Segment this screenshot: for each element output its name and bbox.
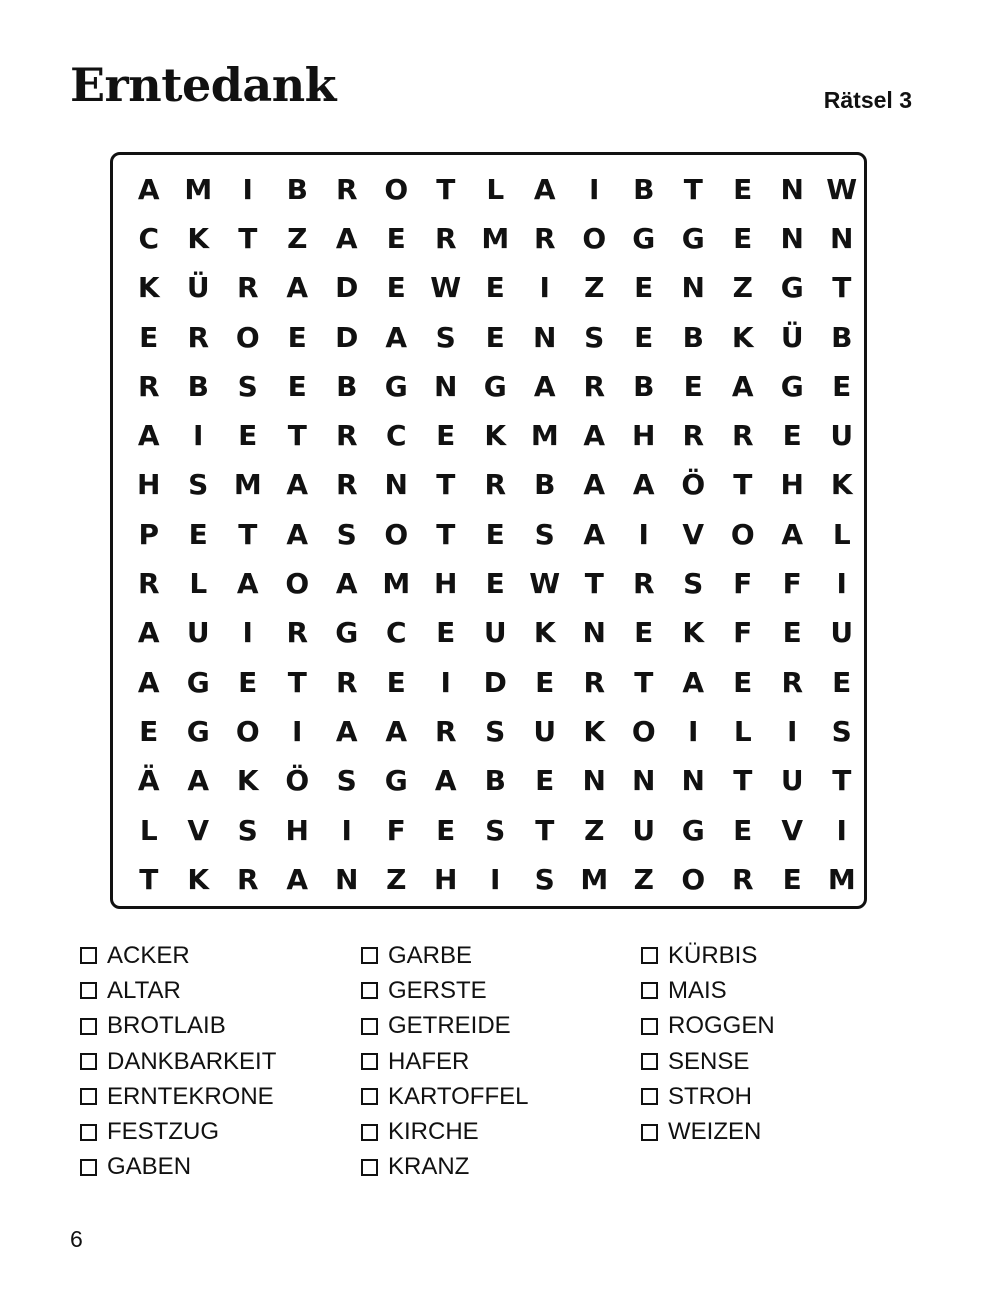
- grid-cell[interactable]: G: [384, 369, 408, 403]
- grid-cell[interactable]: U: [780, 764, 804, 798]
- grid-cell[interactable]: M: [530, 419, 559, 453]
- grid-cell[interactable]: G: [780, 271, 804, 305]
- grid-cell[interactable]: L: [486, 172, 505, 206]
- grid-cell[interactable]: A: [335, 714, 358, 748]
- grid-cell[interactable]: G: [780, 369, 804, 403]
- grid-cell[interactable]: O: [285, 567, 310, 601]
- grid-cell[interactable]: V: [187, 813, 210, 847]
- word-label: ALTAR: [107, 976, 181, 1004]
- word-list-item: [80, 1150, 276, 1185]
- word-list-column: [361, 938, 528, 1185]
- grid-cell[interactable]: S: [336, 517, 357, 551]
- grid-cell[interactable]: A: [286, 468, 309, 502]
- grid-cell[interactable]: M: [184, 172, 213, 206]
- word-list-item: [80, 1079, 276, 1114]
- grid-cell[interactable]: K: [236, 764, 259, 798]
- grid-cell[interactable]: G: [483, 369, 507, 403]
- grid-cell[interactable]: C: [138, 221, 160, 255]
- grid-cell[interactable]: K: [137, 271, 160, 305]
- grid-cell[interactable]: R: [335, 468, 358, 502]
- grid-cell[interactable]: U: [186, 616, 210, 650]
- grid-cell[interactable]: N: [681, 764, 705, 798]
- grid-cell[interactable]: E: [485, 517, 505, 551]
- grid-cell[interactable]: E: [832, 665, 852, 699]
- grid-cell[interactable]: W: [430, 271, 462, 305]
- checkbox-icon[interactable]: [80, 1159, 97, 1176]
- checkbox-icon[interactable]: [641, 1088, 658, 1105]
- grid-cell[interactable]: G: [384, 764, 408, 798]
- page-title: Erntedank: [70, 58, 337, 112]
- grid-cell[interactable]: A: [533, 172, 556, 206]
- grid-cell[interactable]: B: [336, 369, 358, 403]
- grid-cell[interactable]: O: [384, 517, 409, 551]
- word-list-item: [361, 1114, 528, 1149]
- grid-cell[interactable]: E: [485, 271, 505, 305]
- grid-cell[interactable]: I: [242, 616, 253, 650]
- grid-cell[interactable]: S: [683, 567, 704, 601]
- grid-cell[interactable]: U: [533, 714, 557, 748]
- grid-cell[interactable]: E: [238, 419, 258, 453]
- grid-cell[interactable]: B: [633, 369, 655, 403]
- word-label: ACKER: [107, 941, 190, 969]
- word-search-grid: [110, 152, 867, 909]
- word-label: ROGGEN: [668, 1012, 775, 1040]
- word-label: STROH: [668, 1082, 752, 1110]
- grid-cell[interactable]: G: [632, 221, 656, 255]
- grid-cell[interactable]: B: [633, 172, 655, 206]
- grid-cell[interactable]: D: [483, 665, 507, 699]
- word-list-item: [80, 1044, 276, 1079]
- grid-cell[interactable]: Z: [584, 271, 605, 305]
- grid-cell[interactable]: I: [242, 172, 253, 206]
- grid-cell[interactable]: E: [238, 665, 258, 699]
- grid-cell[interactable]: K: [187, 862, 210, 896]
- grid-cell[interactable]: B: [831, 320, 853, 354]
- grid-cell[interactable]: R: [583, 665, 606, 699]
- grid-cell[interactable]: W: [826, 172, 858, 206]
- checkbox-icon[interactable]: [641, 1053, 658, 1070]
- grid-cell[interactable]: Z: [287, 221, 308, 255]
- grid-cell[interactable]: K: [731, 320, 754, 354]
- grid-cell[interactable]: H: [285, 813, 309, 847]
- grid-cell[interactable]: A: [434, 764, 457, 798]
- grid-cell[interactable]: M: [382, 567, 411, 601]
- grid-cell[interactable]: F: [733, 567, 753, 601]
- word-label: GETREIDE: [388, 1012, 511, 1040]
- grid-cell[interactable]: H: [137, 468, 161, 502]
- word-label: GERSTE: [388, 976, 487, 1004]
- grid-cell[interactable]: D: [335, 271, 359, 305]
- grid-cell[interactable]: T: [683, 172, 703, 206]
- grid-cell[interactable]: I: [787, 714, 798, 748]
- grid-cell[interactable]: O: [384, 172, 409, 206]
- grid-cell[interactable]: T: [436, 468, 456, 502]
- word-label: KARTOFFEL: [388, 1082, 529, 1110]
- grid-cell[interactable]: A: [682, 665, 705, 699]
- checkbox-icon[interactable]: [641, 1124, 658, 1141]
- grid-cell[interactable]: T: [733, 468, 753, 502]
- checkbox-icon[interactable]: [641, 982, 658, 999]
- grid-cell[interactable]: S: [188, 468, 209, 502]
- grid-cell[interactable]: E: [733, 221, 753, 255]
- grid-cell[interactable]: E: [436, 813, 456, 847]
- grid-cell[interactable]: E: [782, 616, 802, 650]
- grid-cell[interactable]: Z: [584, 813, 605, 847]
- grid-cell[interactable]: E: [139, 320, 159, 354]
- grid-cell[interactable]: T: [287, 665, 307, 699]
- grid-cell[interactable]: E: [485, 567, 505, 601]
- grid-cell[interactable]: A: [781, 517, 804, 551]
- grid-cell[interactable]: S: [435, 320, 456, 354]
- grid-cell[interactable]: R: [137, 369, 160, 403]
- grid-cell[interactable]: R: [335, 172, 358, 206]
- word-label: SENSE: [668, 1047, 750, 1075]
- word-list-column: [641, 938, 775, 1150]
- grid-cell[interactable]: O: [631, 714, 656, 748]
- grid-cell[interactable]: T: [535, 813, 555, 847]
- word-label: GABEN: [107, 1153, 192, 1181]
- grid-cell[interactable]: E: [535, 665, 555, 699]
- grid-cell[interactable]: H: [632, 419, 656, 453]
- grid-cell[interactable]: F: [386, 813, 406, 847]
- grid-cell[interactable]: G: [186, 665, 210, 699]
- word-list-item: [361, 973, 528, 1008]
- grid-cell[interactable]: T: [238, 221, 258, 255]
- checkbox-icon[interactable]: [80, 1018, 97, 1035]
- word-label: GARBE: [388, 941, 473, 969]
- grid-cell[interactable]: L: [189, 567, 208, 601]
- grid-cell[interactable]: M: [580, 862, 609, 896]
- grid-cell[interactable]: S: [336, 764, 357, 798]
- grid-cell[interactable]: E: [782, 862, 802, 896]
- grid-cell[interactable]: U: [483, 616, 507, 650]
- grid-cell[interactable]: E: [634, 320, 654, 354]
- grid-cell[interactable]: I: [836, 567, 847, 601]
- grid-cell[interactable]: N: [681, 271, 705, 305]
- word-list-item: [641, 973, 775, 1008]
- grid-cell[interactable]: M: [827, 862, 856, 896]
- grid-cell[interactable]: Ö: [681, 468, 706, 502]
- grid-cell[interactable]: A: [385, 714, 408, 748]
- grid-cell[interactable]: O: [235, 714, 260, 748]
- grid-cell[interactable]: A: [583, 517, 606, 551]
- grid-cell[interactable]: L: [139, 813, 158, 847]
- word-label: MAIS: [668, 976, 727, 1004]
- page-number: 6: [70, 1226, 83, 1252]
- word-list-item: [80, 973, 276, 1008]
- grid-cell[interactable]: U: [830, 616, 854, 650]
- grid-cell[interactable]: I: [193, 419, 204, 453]
- grid-cell[interactable]: R: [335, 665, 358, 699]
- grid-cell[interactable]: S: [584, 320, 605, 354]
- grid-cell[interactable]: O: [582, 221, 607, 255]
- grid-cell[interactable]: S: [534, 517, 555, 551]
- grid-cell[interactable]: R: [434, 714, 457, 748]
- checkbox-icon[interactable]: [80, 1124, 97, 1141]
- grid-cell[interactable]: T: [287, 419, 307, 453]
- grid-cell[interactable]: K: [484, 419, 507, 453]
- grid-cell[interactable]: Z: [633, 862, 654, 896]
- word-list-item: [641, 938, 775, 973]
- checkbox-icon[interactable]: [361, 1124, 378, 1141]
- grid-cell[interactable]: S: [831, 714, 852, 748]
- grid-cell[interactable]: A: [286, 271, 309, 305]
- grid-cell[interactable]: T: [584, 567, 604, 601]
- grid-cell[interactable]: E: [782, 419, 802, 453]
- grid-cell[interactable]: Ä: [137, 764, 160, 798]
- grid-cell[interactable]: I: [836, 813, 847, 847]
- grid-cell[interactable]: I: [638, 517, 649, 551]
- grid-cell[interactable]: A: [583, 419, 606, 453]
- checkbox-icon[interactable]: [80, 982, 97, 999]
- grid-cell[interactable]: R: [484, 468, 507, 502]
- grid-cell[interactable]: B: [187, 369, 209, 403]
- grid-cell[interactable]: R: [434, 221, 457, 255]
- grid-cell[interactable]: R: [187, 320, 210, 354]
- grid-cell[interactable]: Z: [732, 271, 753, 305]
- word-list-item: [80, 1114, 276, 1149]
- grid-cell[interactable]: U: [830, 419, 854, 453]
- grid-cell[interactable]: W: [529, 567, 561, 601]
- grid-cell[interactable]: S: [237, 369, 258, 403]
- grid-cell[interactable]: Z: [386, 862, 407, 896]
- grid-cell[interactable]: E: [287, 369, 307, 403]
- grid-cell[interactable]: N: [830, 221, 854, 255]
- checkbox-icon[interactable]: [361, 982, 378, 999]
- grid-cell[interactable]: R: [632, 567, 655, 601]
- grid-cell[interactable]: K: [830, 468, 853, 502]
- grid-cell[interactable]: I: [688, 714, 699, 748]
- grid-cell[interactable]: R: [731, 862, 754, 896]
- grid-cell[interactable]: T: [436, 172, 456, 206]
- grid-cell[interactable]: O: [730, 517, 755, 551]
- grid-cell[interactable]: E: [139, 714, 159, 748]
- grid-cell[interactable]: S: [485, 813, 506, 847]
- grid-cell[interactable]: I: [490, 862, 501, 896]
- word-label: WEIZEN: [668, 1118, 762, 1146]
- grid-cell[interactable]: E: [485, 320, 505, 354]
- word-list-item: [361, 1150, 528, 1185]
- grid-cell[interactable]: B: [534, 468, 556, 502]
- grid-cell[interactable]: E: [733, 813, 753, 847]
- grid-cell[interactable]: R: [583, 369, 606, 403]
- grid-cell[interactable]: N: [780, 221, 804, 255]
- grid-cell[interactable]: R: [236, 862, 259, 896]
- word-label: HAFER: [388, 1047, 470, 1075]
- grid-cell[interactable]: M: [481, 221, 510, 255]
- grid-cell[interactable]: A: [286, 862, 309, 896]
- grid-cell[interactable]: E: [733, 172, 753, 206]
- grid-cell[interactable]: V: [781, 813, 804, 847]
- word-label: DANKBARKEIT: [107, 1047, 277, 1075]
- grid-cell[interactable]: E: [634, 616, 654, 650]
- grid-cell[interactable]: B: [484, 764, 506, 798]
- grid-cell[interactable]: Ü: [186, 271, 210, 305]
- grid-cell[interactable]: G: [335, 616, 359, 650]
- grid-cell[interactable]: G: [681, 813, 705, 847]
- grid-cell[interactable]: A: [137, 172, 160, 206]
- grid-cell[interactable]: E: [386, 271, 406, 305]
- grid-cell[interactable]: N: [582, 616, 606, 650]
- grid-cell[interactable]: C: [385, 419, 407, 453]
- grid-cell[interactable]: Ö: [285, 764, 310, 798]
- grid-cell[interactable]: E: [535, 764, 555, 798]
- grid-cell[interactable]: A: [286, 517, 309, 551]
- word-list-item: [361, 1079, 528, 1114]
- word-list-column: [80, 938, 276, 1185]
- word-list-item: [361, 1044, 528, 1079]
- grid-cell[interactable]: E: [832, 369, 852, 403]
- checkbox-icon[interactable]: [80, 1088, 97, 1105]
- grid-cell[interactable]: I: [589, 172, 600, 206]
- word-label: BROTLAIB: [107, 1012, 226, 1040]
- grid-cell[interactable]: T: [139, 862, 159, 896]
- grid-cell[interactable]: R: [731, 419, 754, 453]
- grid-cell[interactable]: N: [582, 764, 606, 798]
- grid-cell[interactable]: R: [533, 221, 556, 255]
- grid-cell[interactable]: S: [485, 714, 506, 748]
- grid-cell[interactable]: B: [682, 320, 704, 354]
- grid-cell[interactable]: F: [782, 567, 802, 601]
- grid-cell[interactable]: R: [286, 616, 309, 650]
- grid-cell[interactable]: H: [434, 862, 458, 896]
- grid-cell[interactable]: R: [137, 567, 160, 601]
- grid-cell[interactable]: Ü: [780, 320, 804, 354]
- grid-cell[interactable]: B: [286, 172, 308, 206]
- grid-cell[interactable]: T: [634, 665, 654, 699]
- checkbox-icon[interactable]: [641, 1018, 658, 1035]
- grid-cell[interactable]: G: [186, 714, 210, 748]
- word-list-item: [641, 1044, 775, 1079]
- grid-cell[interactable]: D: [335, 320, 359, 354]
- word-list-item: [641, 1009, 775, 1044]
- word-list-item: [361, 938, 528, 973]
- word-list-item: [641, 1114, 775, 1149]
- grid-cell[interactable]: A: [632, 468, 655, 502]
- grid-cell[interactable]: G: [681, 221, 705, 255]
- grid-cell[interactable]: O: [681, 862, 706, 896]
- grid-cell[interactable]: A: [335, 221, 358, 255]
- grid-cell[interactable]: A: [236, 567, 259, 601]
- grid-cell[interactable]: N: [533, 320, 557, 354]
- checkbox-icon[interactable]: [80, 1053, 97, 1070]
- grid-cell[interactable]: R: [682, 419, 705, 453]
- checkbox-icon[interactable]: [641, 947, 658, 964]
- word-label: KÜRBIS: [668, 941, 758, 969]
- checkbox-icon[interactable]: [361, 947, 378, 964]
- word-label: FESTZUG: [107, 1118, 219, 1146]
- grid-cell[interactable]: E: [386, 221, 406, 255]
- checkbox-icon[interactable]: [361, 1018, 378, 1035]
- word-list-item: [361, 1009, 528, 1044]
- grid-cell[interactable]: K: [682, 616, 705, 650]
- grid-cell[interactable]: N: [780, 172, 804, 206]
- grid-cell[interactable]: A: [385, 320, 408, 354]
- grid-cell[interactable]: E: [436, 419, 456, 453]
- word-label: KRANZ: [388, 1153, 470, 1181]
- grid-cell[interactable]: I: [341, 813, 352, 847]
- grid-cell[interactable]: A: [533, 369, 556, 403]
- grid-cell[interactable]: A: [137, 616, 160, 650]
- grid-cell[interactable]: H: [780, 468, 804, 502]
- grid-cell[interactable]: I: [539, 271, 550, 305]
- grid-cell[interactable]: R: [335, 419, 358, 453]
- checkbox-icon[interactable]: [361, 1053, 378, 1070]
- grid-cell[interactable]: E: [683, 369, 703, 403]
- grid-cell[interactable]: E: [634, 271, 654, 305]
- grid-cell[interactable]: M: [233, 468, 262, 502]
- grid-cell[interactable]: A: [583, 468, 606, 502]
- grid-cell[interactable]: E: [436, 616, 456, 650]
- grid-cell[interactable]: E: [733, 665, 753, 699]
- grid-cell[interactable]: T: [832, 764, 852, 798]
- grid-cell[interactable]: T: [832, 271, 852, 305]
- grid-cell[interactable]: E: [386, 665, 406, 699]
- checkbox-icon[interactable]: [361, 1159, 378, 1176]
- grid-cell[interactable]: O: [235, 320, 260, 354]
- grid-cell[interactable]: I: [292, 714, 303, 748]
- grid-cell[interactable]: S: [237, 813, 258, 847]
- grid-cell[interactable]: N: [335, 862, 359, 896]
- grid-cell[interactable]: A: [137, 665, 160, 699]
- grid-cell[interactable]: T: [733, 764, 753, 798]
- grid-cell[interactable]: L: [832, 517, 851, 551]
- grid-cell[interactable]: H: [434, 567, 458, 601]
- grid-cell[interactable]: A: [731, 369, 754, 403]
- grid-cell[interactable]: V: [682, 517, 705, 551]
- grid-cell[interactable]: U: [632, 813, 656, 847]
- grid-cell[interactable]: E: [188, 517, 208, 551]
- word-label: KIRCHE: [388, 1118, 479, 1146]
- grid-cell[interactable]: L: [733, 714, 752, 748]
- word-list-item: [641, 1079, 775, 1114]
- grid-cell[interactable]: K: [533, 616, 556, 650]
- grid-cell[interactable]: S: [534, 862, 555, 896]
- word-list-item: [80, 1009, 276, 1044]
- grid-cell[interactable]: C: [385, 616, 407, 650]
- grid-cell[interactable]: N: [384, 468, 408, 502]
- word-list-item: [80, 938, 276, 973]
- letter-grid: [124, 165, 867, 904]
- grid-cell[interactable]: T: [238, 517, 258, 551]
- grid-cell[interactable]: N: [632, 764, 656, 798]
- grid-cell[interactable]: A: [335, 567, 358, 601]
- grid-cell[interactable]: I: [440, 665, 451, 699]
- grid-cell[interactable]: K: [583, 714, 606, 748]
- grid-cell[interactable]: A: [187, 764, 210, 798]
- checkbox-icon[interactable]: [80, 947, 97, 964]
- word-label: ERNTEKRONE: [107, 1082, 274, 1110]
- grid-cell[interactable]: N: [434, 369, 458, 403]
- puzzle-number-label: Rätsel 3: [823, 87, 912, 113]
- grid-cell[interactable]: K: [187, 221, 210, 255]
- grid-cell[interactable]: F: [733, 616, 753, 650]
- checkbox-icon[interactable]: [361, 1088, 378, 1105]
- grid-cell[interactable]: P: [138, 517, 160, 551]
- grid-cell[interactable]: R: [781, 665, 804, 699]
- grid-cell[interactable]: T: [436, 517, 456, 551]
- grid-cell[interactable]: R: [236, 271, 259, 305]
- grid-cell[interactable]: E: [287, 320, 307, 354]
- grid-cell[interactable]: A: [137, 419, 160, 453]
